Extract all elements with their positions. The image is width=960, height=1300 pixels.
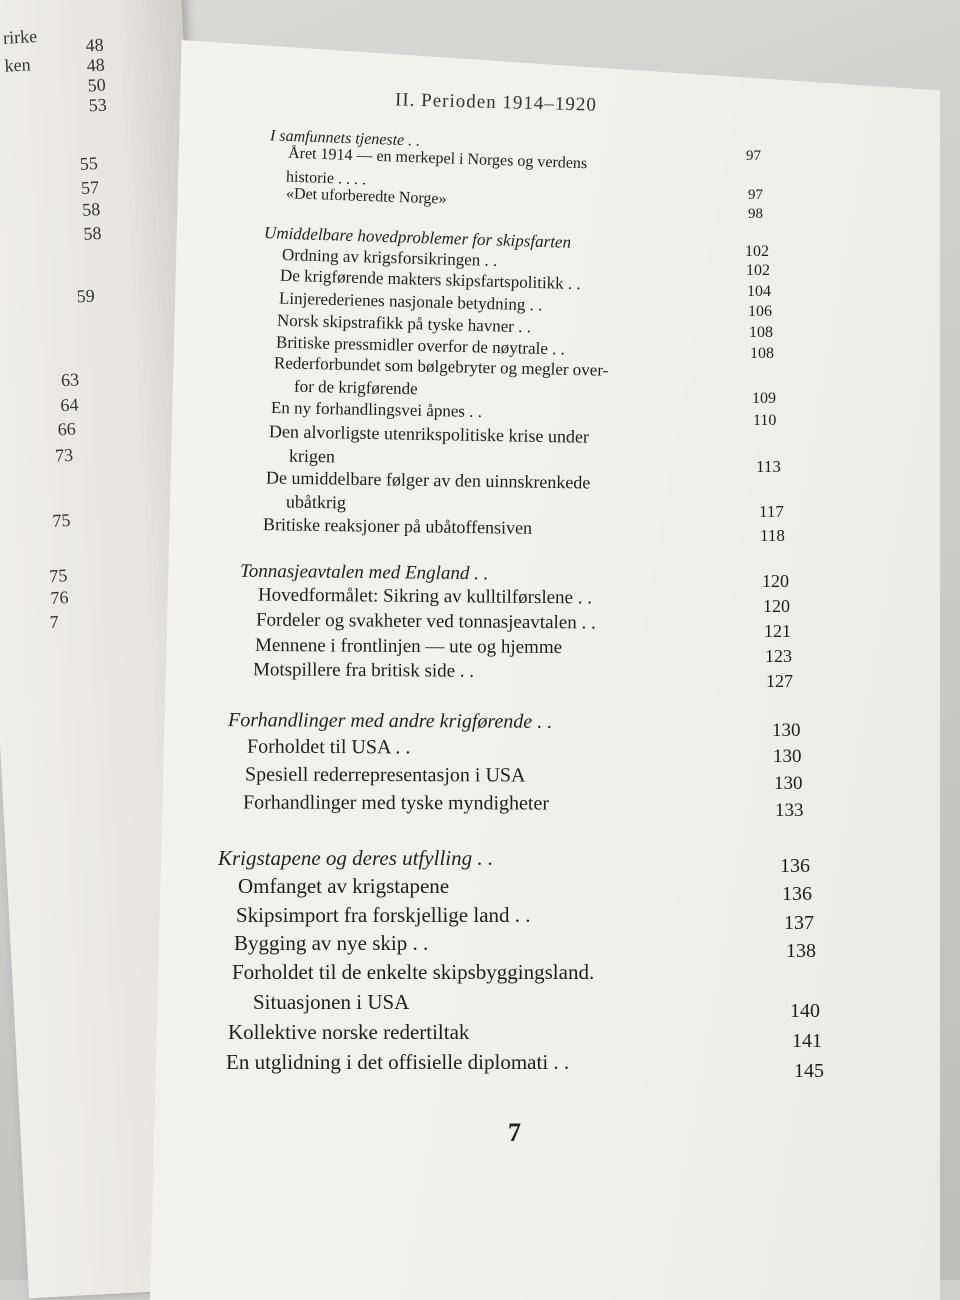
- left-page-number: 48: [85, 34, 105, 56]
- left-page-number: 57: [80, 177, 100, 198]
- toc-page: 141: [792, 1030, 822, 1052]
- left-page-number: 58: [82, 222, 102, 244]
- toc-page: 108: [750, 345, 774, 362]
- toc-entry: Hovedformålet: Sikring av kulltilførslene . .: [257, 584, 593, 609]
- toc-page: 145: [794, 1060, 824, 1082]
- toc-entry: «Det uforberedte Norge»: [285, 185, 447, 208]
- toc-entry: En utglidning i det offisielle diplomati . .: [226, 1050, 570, 1074]
- toc-page: 108: [749, 324, 773, 341]
- toc-page: 140: [790, 1000, 820, 1022]
- toc-entry: ubåtkrig: [285, 491, 347, 513]
- toc-entry: Forholdet til USA . .: [246, 735, 411, 759]
- left-page-number: 50: [87, 74, 107, 96]
- toc-page: 117: [759, 502, 784, 521]
- left-page-number: 63: [60, 369, 80, 391]
- left-page-number: 75: [51, 509, 71, 531]
- toc-page: 136: [782, 883, 812, 905]
- toc-entry: Motspillere fra britisk side . .: [252, 659, 475, 682]
- toc-entry: Linjerederienes nasjonale betydning . .: [278, 288, 543, 315]
- left-page-number: 66: [57, 418, 77, 440]
- toc-entry: Året 1914 — en merkepel i Norges og verdens: [287, 144, 588, 173]
- toc-page: 127: [766, 671, 793, 691]
- toc-entry: Fordeler og svakheter ved tonnasjeavtalen . .: [255, 609, 596, 634]
- toc-page: 97: [748, 187, 763, 203]
- toc-entry: Norsk skipstrafikk på tyske havner . .: [276, 310, 532, 337]
- toc-entry: krigen: [288, 445, 336, 467]
- toc-page: 106: [748, 303, 772, 320]
- toc-page: 98: [748, 206, 763, 222]
- section-title: I samfunnets tjeneste . .: [269, 127, 421, 150]
- toc-entry: Omfanget av krigstapene: [238, 874, 450, 898]
- toc-entry: Britiske reaksjoner på ubåtoffensiven: [262, 514, 533, 538]
- toc-entry: Forholdet til de enkelte skipsbyggingsland.: [232, 960, 595, 984]
- toc-entry: Rederforbundet som bølgebryter og megler over-: [273, 353, 609, 380]
- toc-entry: Spesiell rederrepresentasjon i USA: [244, 763, 526, 787]
- left-page-number: 53: [88, 94, 108, 116]
- left-page-number: 59: [76, 285, 96, 307]
- toc-page: 138: [786, 940, 816, 962]
- running-header: II. Perioden 1914–1920: [394, 89, 598, 116]
- toc-entry: Den alvorligste utenrikspolitiske krise under: [268, 421, 590, 447]
- left-fragment: ken: [4, 54, 32, 76]
- toc-page: 130: [774, 773, 803, 794]
- toc-page: 130: [773, 746, 802, 767]
- section-title: Tonnasjeavtalen med England . .: [239, 560, 489, 585]
- toc-page: 121: [764, 621, 791, 641]
- toc-page: 123: [765, 646, 792, 666]
- toc-entry: Mennene i frontlinjen — ute og hjemme: [254, 634, 563, 659]
- page-folio: 7: [508, 1118, 521, 1147]
- toc-entry: historie . . . .: [285, 168, 367, 189]
- left-page-number: 55: [79, 153, 99, 174]
- toc-page: 102: [746, 262, 770, 279]
- toc-page: 102: [745, 243, 769, 260]
- toc-entry: En ny forhandlingsvei åpnes . .: [270, 397, 483, 422]
- left-page-number: 76: [49, 587, 69, 609]
- toc-entry: Ordning av krigsforsikringen . .: [281, 244, 498, 271]
- toc-entry: De krigførende makters skipsfartspolitikk . .: [279, 265, 581, 294]
- toc-entry: Forhandlinger med tyske myndigheter: [242, 791, 550, 815]
- toc-page: 120: [763, 596, 790, 616]
- left-page-number: 75: [48, 565, 68, 587]
- toc-page: 109: [752, 390, 776, 407]
- toc-entry: Kollektive norske redertiltak: [228, 1020, 470, 1044]
- toc-page: 120: [762, 571, 789, 591]
- left-page-number: 73: [54, 444, 74, 466]
- toc-page: 118: [760, 526, 785, 545]
- toc-entry: De umiddelbare følger av den uinnskrenkede: [265, 467, 591, 493]
- toc-page: 113: [756, 457, 781, 476]
- left-page-number: 48: [86, 54, 106, 76]
- section-title: Umiddelbare hovedproblemer for skipsfarten: [263, 223, 572, 252]
- toc-page: 136: [780, 855, 810, 877]
- toc-page: 110: [753, 412, 777, 429]
- left-fragment: rirke: [2, 26, 38, 48]
- toc-page: 137: [784, 912, 814, 934]
- section-title: Krigstapene og deres utfylling . .: [218, 846, 494, 870]
- toc-entry: Bygging av nye skip . .: [234, 931, 429, 955]
- toc-page: 104: [747, 283, 771, 300]
- toc-page: 133: [775, 800, 804, 821]
- toc-entry: Britiske pressmidler overfor de nøytrale . .: [275, 332, 566, 359]
- toc-page: 130: [772, 720, 801, 741]
- toc-page: 97: [746, 148, 761, 164]
- toc-entry: Skipsimport fra forskjellige land . .: [236, 903, 531, 927]
- toc-entry: Situasjonen i USA: [253, 990, 410, 1014]
- toc-entry: for de krigførende: [293, 376, 418, 399]
- section-title: Forhandlinger med andre krigførende . .: [227, 709, 553, 733]
- left-page-number: 7: [49, 611, 60, 633]
- left-page-number: 58: [81, 198, 101, 220]
- left-page-number: 64: [59, 394, 79, 416]
